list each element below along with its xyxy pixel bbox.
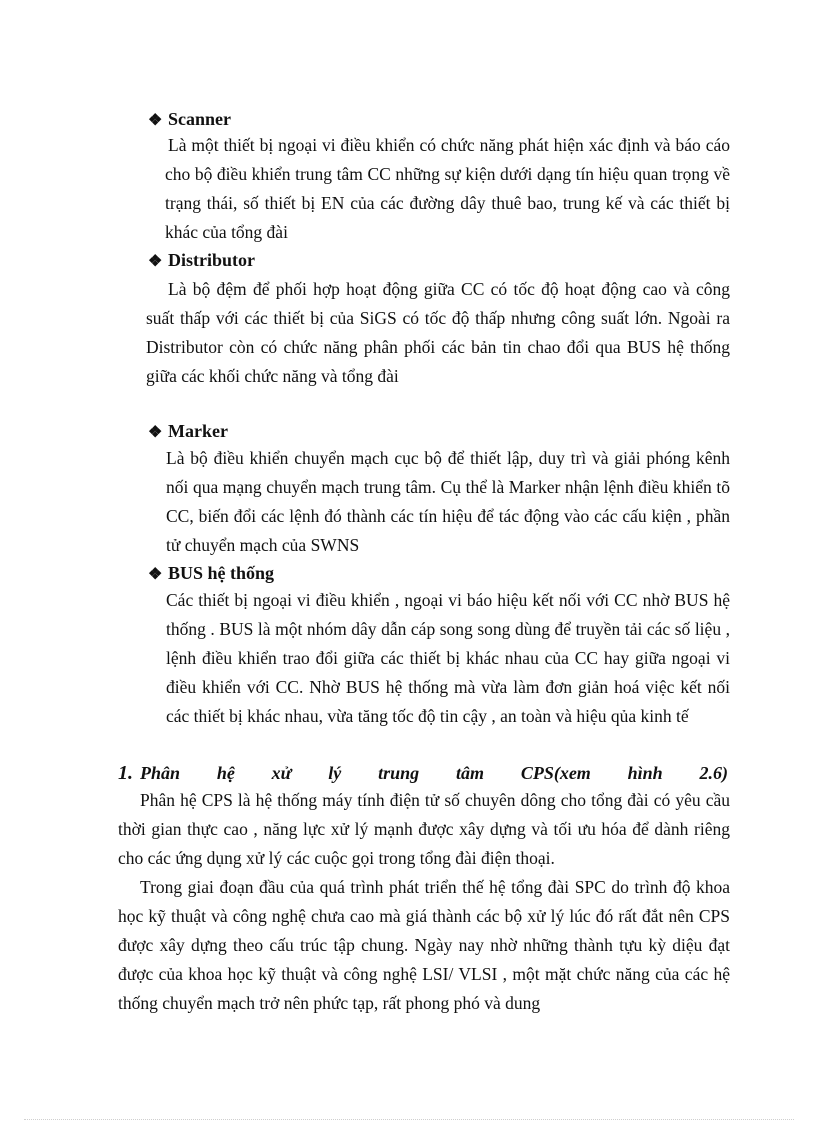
paragraph-text: Các thiết bị ngoại vi điều khiển , ngoại vi báo hiệu kết nối với CC nhờ BUS hệ thống . BUS là một nhóm dây dẫn cáp song song dùng để truyền tải các số liệu , lệnh điều khiển trao đổi giữa các thiết bị khác nhau của CC hay giữa ngoại vi điều khiển với CC. Nhờ BUS hệ thống mà vừa làm đơn giản hoá việc kết nối các thiết bị khác nhau, vừa tăng tốc độ tin cậy , an toàn và hiệu qủa kinh tế (166, 590, 730, 726)
section-title-text: Phân hệ xử lý trung tâm CPS(xem hình 2.6) (140, 763, 728, 783)
paragraph-text: Là bộ điều khiển chuyển mạch cục bộ để thiết lập, duy trì và giải phóng kênh nối qua mạng chuyển mạch trung tâm. Cụ thể là Marker nhận lệnh điều khiển tõ CC, biến đổi các lệnh đó thành các tín hiệu để tác động vào các cấu kiện , phần tử chuyển mạch của SWNS (166, 448, 730, 555)
paragraph-text: Phân hệ CPS là hệ thống máy tính điện tử số chuyên dông cho tổng đài có yêu cầu thời gian thực cao , năng lực xử lý mạnh được xây dựng và tối ưu hóa để dành riêng cho các ứng dụng xử lý các cuộc gọi trong tổng đài điện thoại. (118, 790, 730, 868)
diamond-bullet-icon: ❖ (148, 253, 163, 270)
footer-divider (24, 1119, 794, 1120)
heading-label: Marker (168, 421, 228, 441)
heading-bus (148, 562, 274, 586)
paragraph-text: Là bộ đệm để phối hợp hoạt động giữa CC có tốc độ hoạt động cao và công suất thấp với các thiết bị của SiGS có tốc độ thấp nhưng công suất lớn. Ngoài ra Distributor còn có chức năng phân phối các bản tin chao đổi qua BUS hệ thống giữa các khối chức năng và tổng đài (146, 279, 730, 386)
heading-distributor (148, 249, 255, 273)
diamond-bullet-icon: ❖ (148, 112, 163, 129)
diamond-bullet-icon: ❖ (148, 566, 163, 583)
paragraph-marker (166, 444, 730, 560)
diamond-bullet-icon: ❖ (148, 424, 163, 441)
paragraph-bus (166, 586, 730, 731)
heading-label: Scanner (168, 109, 231, 129)
heading-label: BUS hệ thống (168, 563, 275, 583)
section-number: 1. (118, 762, 133, 784)
heading-marker (148, 420, 228, 444)
paragraph-distributor (146, 275, 730, 391)
heading-scanner (148, 108, 231, 132)
paragraph-text: Trong giai đoạn đầu của quá trình phát triển thế hệ tổng đài SPC do trình độ khoa học kỹ thuật và công nghệ chưa cao mà giá thành các bộ xử lý lúc đó rất đắt nên CPS được xây dựng theo cấu trúc tập chung. Ngày nay nhờ những thành tựu kỳ diệu đạt được của khoa học kỹ thuật và công nghệ LSI/ VLSI , một mặt chức năng của các hệ thống chuyển mạch trở nên phức tạp, rất phong phó và dung (118, 877, 730, 1013)
body-paragraph-2 (118, 873, 730, 1018)
section-title (118, 760, 730, 786)
body-paragraph-1 (118, 786, 730, 873)
paragraph-scanner (165, 131, 730, 247)
heading-label: Distributor (168, 250, 255, 270)
paragraph-text: Là một thiết bị ngoại vi điều khiển có chức năng phát hiện xác định và báo cáo cho bộ điều khiển trung tâm CC những sự kiện dưới dạng tín hiệu quan trọng về trạng thái, số thiết bị EN của các đường dây thuê bao, trung kế và các thiết bị khác của tổng đài (165, 135, 730, 242)
